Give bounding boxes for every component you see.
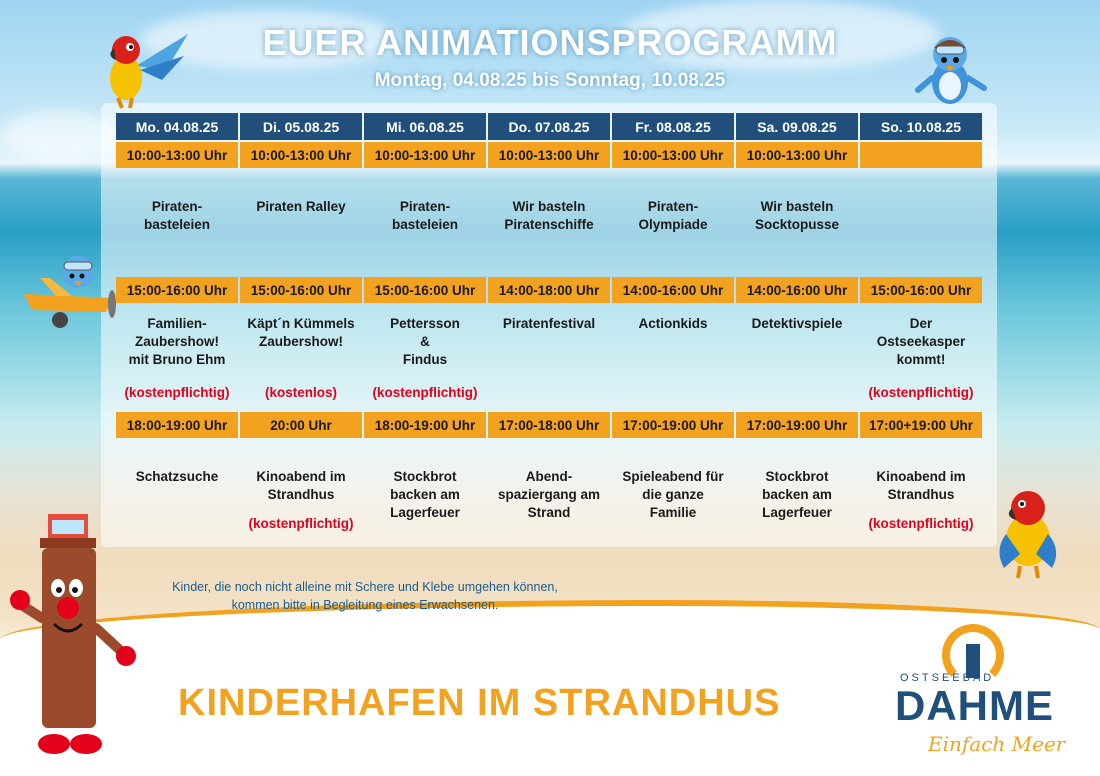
time-cell: 20:00 Uhr [240,412,362,438]
time-cell: 17:00-18:00 Uhr [488,412,610,438]
logo-name: DAHME [895,682,1054,729]
activity-cell [364,440,486,541]
activity-name: Käpt´n Kümmels Zaubershow! [247,316,355,349]
activity-name: Kinoabend im Strandhus [876,469,966,502]
activity-price-note: (kostenpflichtig) [868,385,974,400]
time-cell: 15:00-16:00 Uhr [116,277,238,303]
time-cell: 10:00-13:00 Uhr [736,142,858,168]
time-cell: 10:00-13:00 Uhr [116,142,238,168]
time-cell: 10:00-13:00 Uhr [488,142,610,168]
time-cell: 18:00-19:00 Uhr [116,412,238,438]
day-header: Di. 05.08.25 [240,113,362,140]
time-cell: 10:00-13:00 Uhr [240,142,362,168]
time-cell: 15:00-16:00 Uhr [860,277,982,303]
activity-cell [488,440,610,541]
logo-claim: Einfach Meer [928,732,1066,756]
time-cell: 15:00-16:00 Uhr [364,277,486,303]
parental-note-line1: Kinder, die noch nicht alleine mit Schere und Klebe umgehen können, [172,580,558,594]
time-cell [860,142,982,168]
slogan: KINDERHAFEN IM STRANDHUS [178,682,781,724]
time-cell: 18:00-19:00 Uhr [364,412,486,438]
activity-price-note: (kostenpflichtig) [868,516,974,531]
activity-cell [116,170,238,275]
activity-price-note: (kostenpflichtig) [372,385,478,400]
activity-cell [736,305,858,410]
activity-name: Piraten- Olympiade [638,199,708,232]
activity-name: Abend- spaziergang am Strand [497,469,601,520]
seagull-plane-icon [16,248,120,334]
day-header: So. 10.08.25 [860,113,982,140]
activity-cell [736,170,858,275]
activity-cell [860,440,982,541]
parrot-mascot-icon [96,26,192,112]
activity-cell [860,305,982,410]
activity-cell [240,440,362,541]
parental-note [150,578,580,614]
activity-name: Spieleabend für die ganze Familie [622,469,724,520]
activity-price-note: (kostenpflichtig) [248,516,354,531]
activity-name: Detektivspiele [751,316,843,331]
activity-cell [612,305,734,410]
activity-cell [116,305,238,410]
activity-cell [488,170,610,275]
activity-price-note: (kostenlos) [264,385,337,400]
activity-name: Piraten Ralley [256,199,346,214]
activity-price-note: (kostenpflichtig) [124,385,230,400]
parrot-mascot-right-icon [990,484,1064,580]
activity-name: Actionkids [638,316,708,331]
activity-cell [612,170,734,275]
time-cell: 10:00-13:00 Uhr [612,142,734,168]
day-header: Sa. 09.08.25 [736,113,858,140]
time-cell: 15:00-16:00 Uhr [240,277,362,303]
dahme-logo [890,620,1075,770]
logo-kicker: OSTSEEBAD [900,672,995,684]
seagull-pilot-icon [914,30,988,110]
activity-cell [364,305,486,410]
activity-name: Schatzsuche [135,469,219,484]
activity-name: Familien- Zaubershow! mit Bruno Ehm [128,316,226,367]
time-cell: 17:00-19:00 Uhr [736,412,858,438]
activity-cell [364,170,486,275]
day-header: Mi. 06.08.25 [364,113,486,140]
activity-cell [612,440,734,541]
parental-note-line2: kommen bitte in Begleitung eines Erwachsenen. [231,598,499,612]
day-header: Do. 07.08.25 [488,113,610,140]
day-header: Mo. 04.08.25 [116,113,238,140]
activity-name: Piraten- basteleien [143,199,211,232]
activity-cell [860,170,982,275]
time-cell: 10:00-13:00 Uhr [364,142,486,168]
activity-name: Wir basteln Socktopusse [754,199,840,232]
activity-name: Kinoabend im Strandhus [256,469,346,502]
activity-name: Der Ostseekasper kommt! [876,316,966,367]
time-cell: 14:00-16:00 Uhr [612,277,734,303]
time-cell: 17:00-19:00 Uhr [612,412,734,438]
activity-name: Wir basteln Piratenschiffe [504,199,594,232]
schedule-grid [116,113,982,541]
lighthouse-mascot-icon [10,508,140,770]
activity-name: Pettersson & Findus [390,316,460,367]
time-cell: 14:00-18:00 Uhr [488,277,610,303]
activity-cell [240,170,362,275]
activity-name: Piraten- basteleien [391,199,459,232]
activity-cell [488,305,610,410]
day-header: Fr. 08.08.25 [612,113,734,140]
poster-title: EUER ANIMATIONSPROGRAMM [262,22,838,63]
activity-name: Stockbrot backen am Lagerfeuer [762,469,832,520]
activity-name: Stockbrot backen am Lagerfeuer [390,469,460,520]
time-cell: 17:00+19:00 Uhr [860,412,982,438]
activity-name: Piratenfestival [502,316,596,331]
activity-cell [240,305,362,410]
poster-subtitle: Montag, 04.08.25 bis Sonntag, 10.08.25 [374,70,726,91]
time-cell: 14:00-16:00 Uhr [736,277,858,303]
activity-cell [736,440,858,541]
